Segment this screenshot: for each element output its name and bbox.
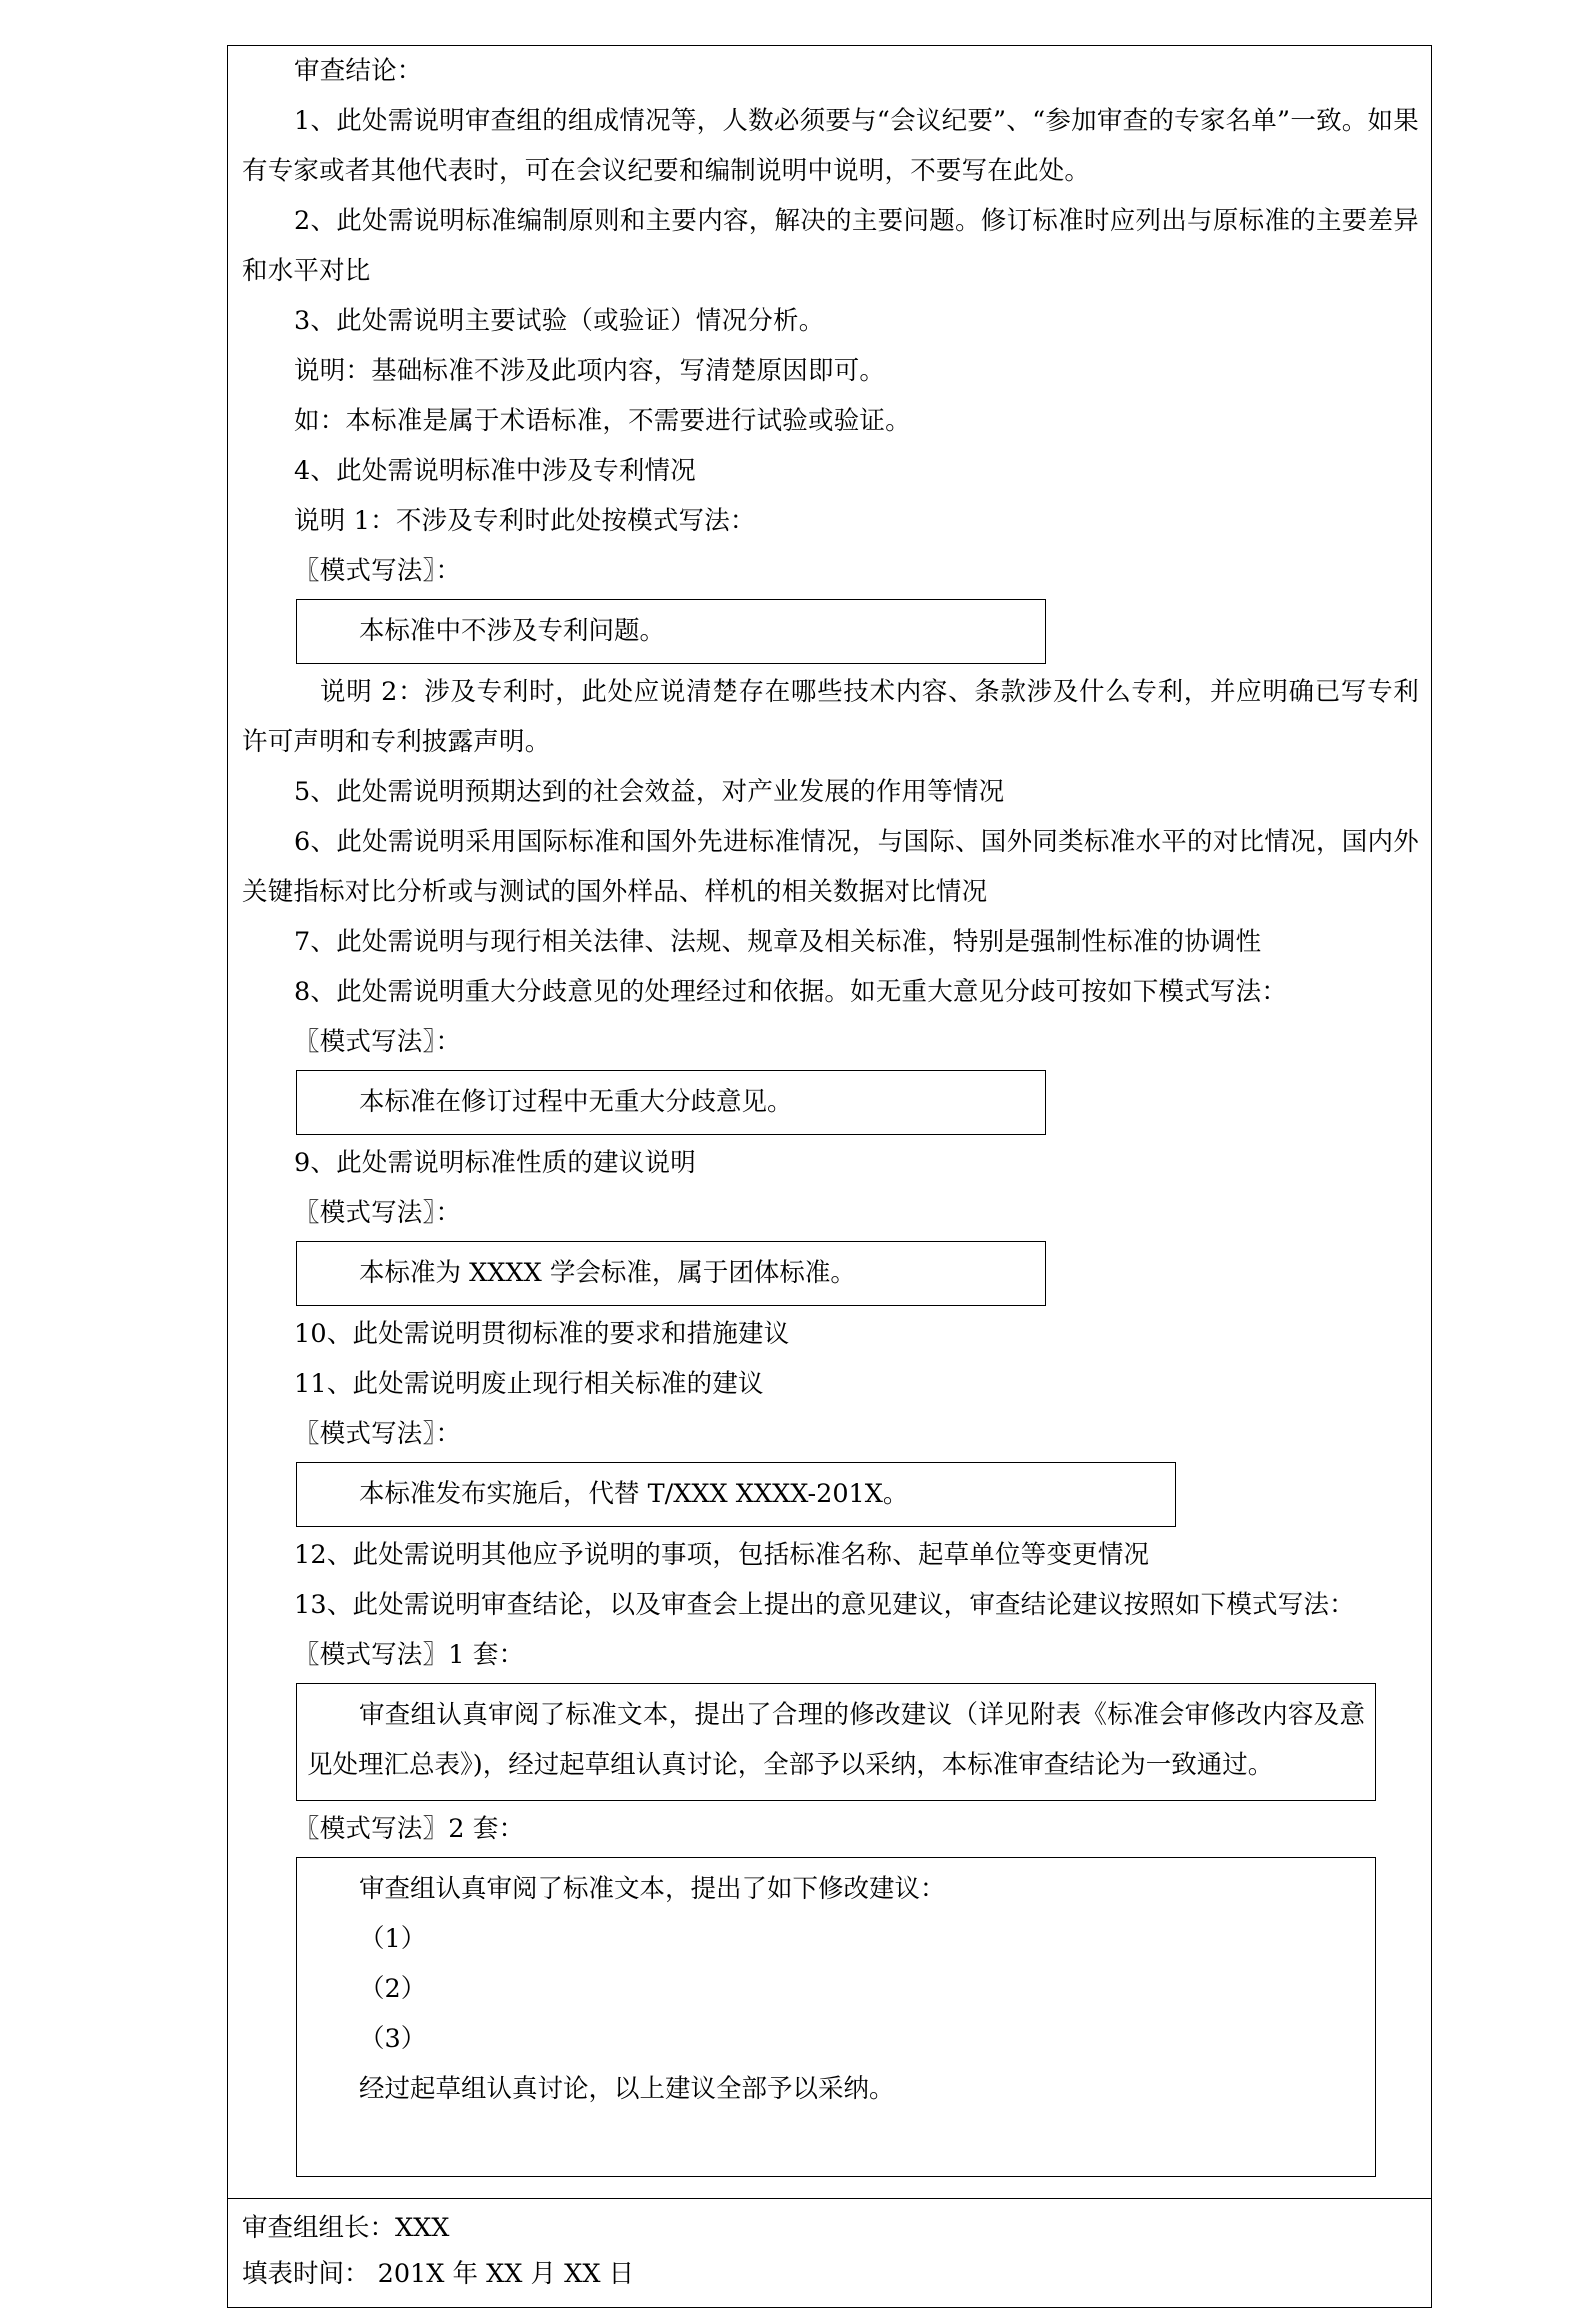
- item-13: 13、此处需说明审查结论，以及审查会上提出的意见建议，审查结论建议按照如下模式写法：: [294, 1590, 1355, 1620]
- pattern-label-conclusion-2: 〖模式写法〗2 套：: [294, 1814, 525, 1844]
- note-patent-2: 说明 2：涉及专利时，此处应说清楚存在哪些技术内容、条款涉及什么专利，并应明确已写专利许可声明和专利披露声明。: [242, 677, 1419, 757]
- item-12: 12、此处需说明其他应予说明的事项，包括标准名称、起草单位等变更情况: [294, 1540, 1150, 1570]
- note-basic-standard: 说明：基础标准不涉及此项内容，写清楚原因即可。: [294, 356, 886, 386]
- pattern-label-dispute: 〖模式写法〗：: [294, 1027, 462, 1057]
- form-fill-date: 填表时间： 201X 年 XX 月 XX 日: [242, 2259, 635, 2289]
- conclusion-2-item-1: （1）: [359, 1924, 427, 1954]
- review-group-leader: 审查组组长：XXX: [242, 2213, 450, 2243]
- conclusion-2-item-2: （2）: [359, 1974, 427, 2004]
- pattern-box-patent-text: 本标准中不涉及专利问题。: [359, 616, 666, 646]
- item-11: 11、此处需说明废止现行相关标准的建议: [294, 1369, 764, 1399]
- item-4: 4、此处需说明标准中涉及专利情况: [294, 456, 696, 486]
- conclusion-2-intro: 审查组认真审阅了标准文本，提出了如下修改建议：: [359, 1874, 946, 1904]
- pattern-box-patent: [296, 599, 1046, 664]
- pattern-box-replace-text: 本标准发布实施后，代替 T/XXX XXXX-201X。: [359, 1479, 909, 1509]
- item-10: 10、此处需说明贯彻标准的要求和措施建议: [294, 1319, 790, 1349]
- item-8: 8、此处需说明重大分歧意见的处理经过和依据。如无重大意见分歧可按如下模式写法：: [294, 977, 1288, 1007]
- pattern-label-conclusion-1: 〖模式写法〗1 套：: [294, 1640, 525, 1670]
- pattern-box-conclusion-1-text: 审查组认真审阅了标准文本，提出了合理的修改建议（详见附表《标准会审修改内容及意见处理汇总表》)，经过起草组认真讨论，全部予以采纳，本标准审查结论为一致通过。: [307, 1700, 1365, 1780]
- conclusion-2-outro: 经过起草组认真讨论，以上建议全部予以采纳。: [359, 2074, 895, 2104]
- conclusion-2-item-3: （3）: [359, 2024, 427, 2054]
- pattern-box-dispute: [296, 1070, 1046, 1135]
- item-7: 7、此处需说明与现行相关法律、法规、规章及相关标准，特别是强制性标准的协调性: [294, 927, 1262, 957]
- pattern-label-nature: 〖模式写法〗：: [294, 1198, 462, 1228]
- form-footer-cell: [228, 2198, 1431, 2307]
- section-title: 审查结论：: [294, 56, 423, 86]
- pattern-box-nature: [296, 1241, 1046, 1306]
- pattern-label-replace: 〖模式写法〗：: [294, 1419, 462, 1449]
- item-1: 1、此处需说明审查组的组成情况等，人数必须要与“会议纪要”、“参加审查的专家名单”一致。如果有专家或者其他代表时，可在会议纪要和编制说明中说明，不要写在此处。: [242, 106, 1419, 186]
- item-2: 2、此处需说明标准编制原则和主要内容，解决的主要问题。修订标准时应列出与原标准的主要差异和水平对比: [242, 206, 1419, 286]
- item-3: 3、此处需说明主要试验（或验证）情况分析。: [294, 306, 825, 336]
- pattern-box-replace: [296, 1462, 1176, 1527]
- item-6: 6、此处需说明采用国际标准和国外先进标准情况，与国际、国外同类标准水平的对比情况，国内外关键指标对比分析或与测试的国外样品、样机的相关数据对比情况: [242, 827, 1419, 907]
- note-patent-1: 说明 1：不涉及专利时此处按模式写法：: [294, 506, 756, 536]
- review-conclusion-form: [227, 45, 1432, 2308]
- item-5: 5、此处需说明预期达到的社会效益，对产业发展的作用等情况: [294, 777, 1005, 807]
- form-main-cell: [228, 46, 1431, 2198]
- item-9: 9、此处需说明标准性质的建议说明: [294, 1148, 696, 1178]
- pattern-box-nature-text: 本标准为 XXXX 学会标准，属于团体标准。: [359, 1258, 856, 1288]
- pattern-box-conclusion-1: [296, 1683, 1376, 1801]
- note-terminology-standard: 如：本标准是属于术语标准，不需要进行试验或验证。: [294, 406, 911, 436]
- pattern-label-patent: 〖模式写法〗：: [294, 556, 462, 586]
- pattern-box-conclusion-2: [296, 1857, 1376, 2177]
- pattern-box-dispute-text: 本标准在修订过程中无重大分歧意见。: [359, 1087, 793, 1117]
